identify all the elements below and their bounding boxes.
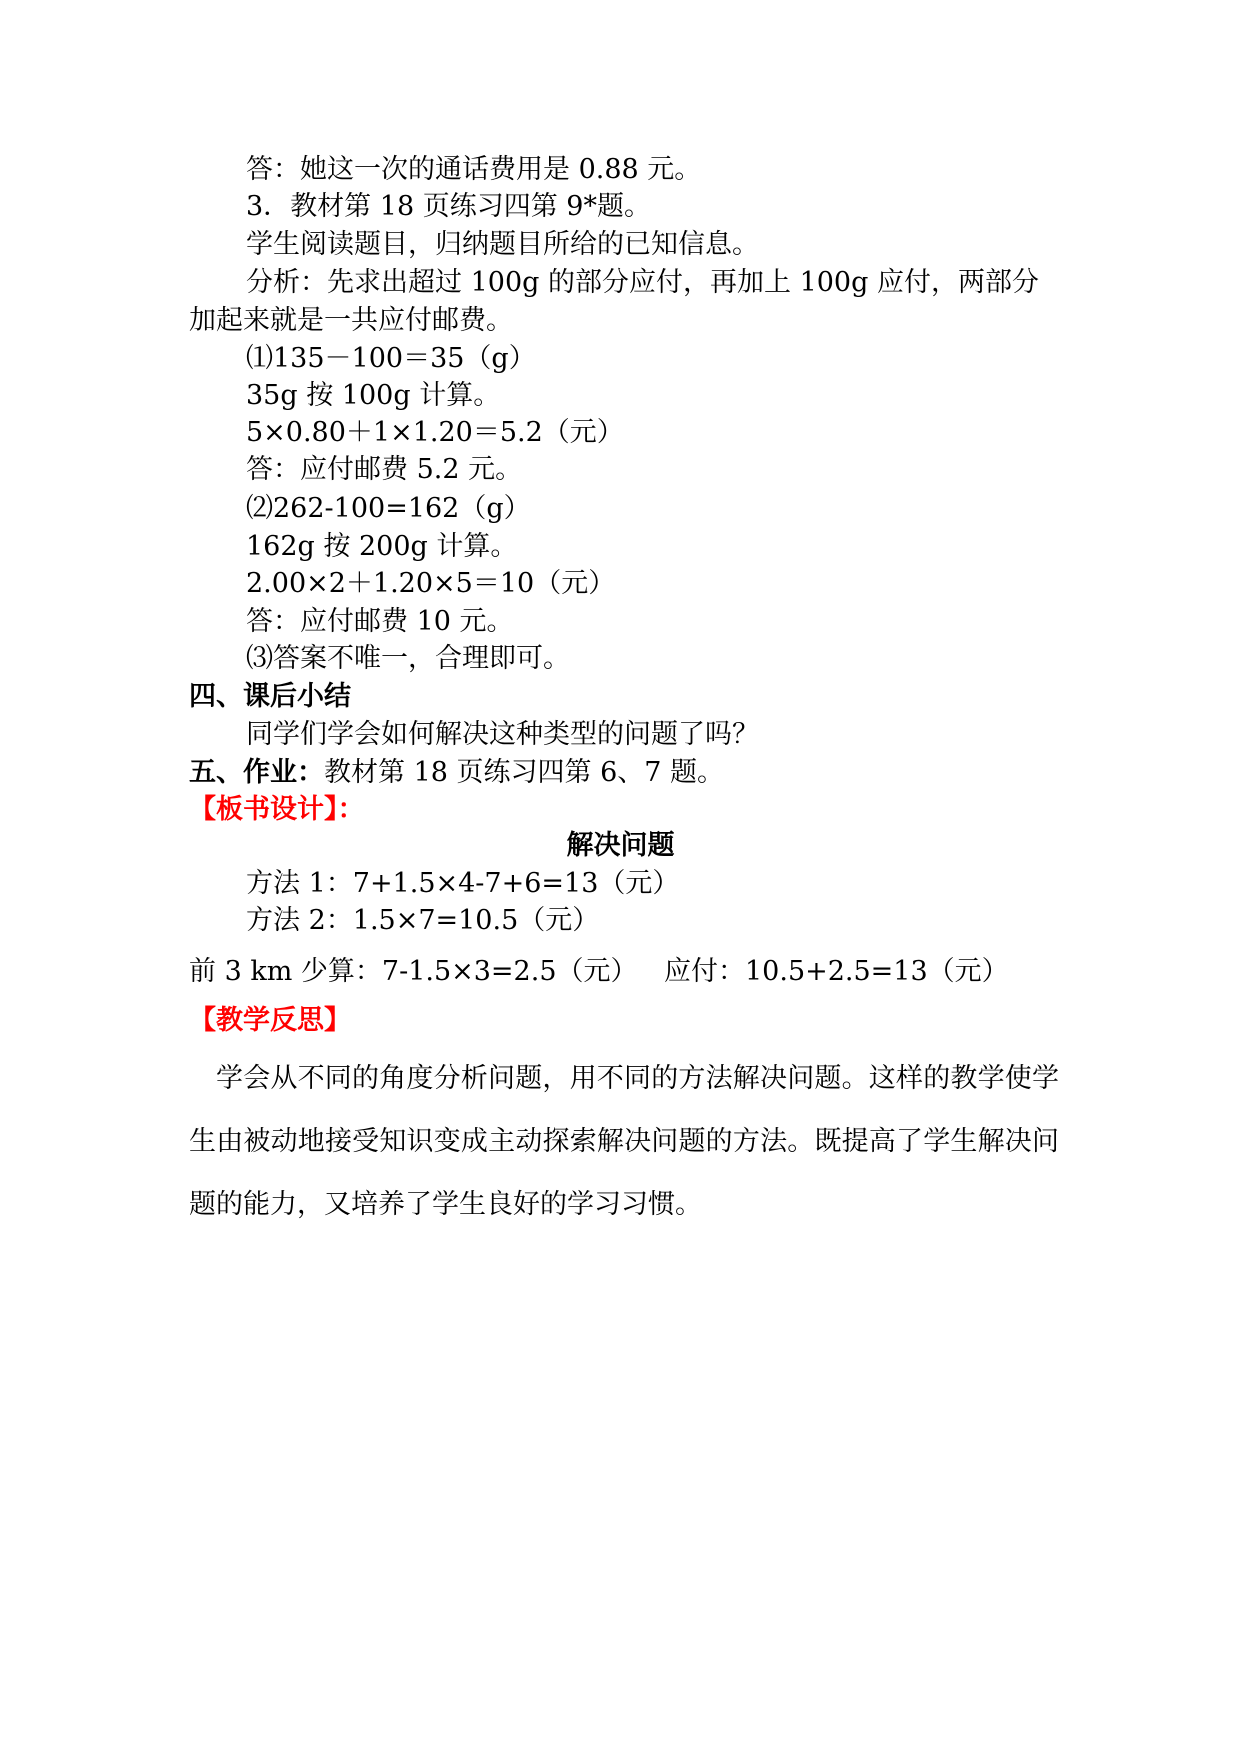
answer-2: 答：应付邮费 10 元。	[246, 606, 514, 637]
reflection-text: 学会从不同的角度分析问题，用不同的方法解决问题。这样的教学使学生由被动地接受知识变成主动探索解决问题的方法。既提高了学生解决问题的能力，又培养了学生良好的学习习惯。	[189, 1063, 1059, 1220]
section-5	[189, 755, 724, 791]
calc-2-note: 162g 按 200g 计算。	[246, 531, 518, 562]
calc-1-note: 35g 按 100g 计算。	[246, 380, 501, 411]
calc-2-fee: 2.00×2＋1.20×5＝10（元）	[246, 568, 616, 599]
calc-2: ⑵262-100=162（g）	[246, 493, 531, 524]
answer-call-fee: 答：她这一次的通话费用是 0.88 元。	[246, 154, 702, 185]
answer-3: ⑶答案不唯一，合理即可。	[246, 643, 570, 674]
section-5-heading: 五、作业：	[189, 757, 324, 788]
analysis-text-cont: 加起来就是一共应付邮费。	[189, 305, 513, 336]
board-method-2: 方法 2：1.5×7=10.5（元）	[246, 905, 600, 936]
board-note-left: 前 3 km 少算：7-1.5×3=2.5（元）	[189, 956, 638, 987]
section-4-text: 同学们学会如何解决这种类型的问题了吗？	[246, 719, 759, 750]
section-4-heading: 四、课后小结	[189, 681, 351, 712]
board-method-1: 方法 1：7+1.5×4-7+6=13（元）	[246, 868, 680, 899]
section-5-text: 教材第 18 页练习四第 6、7 题。	[324, 757, 725, 788]
board-note-right: 应付：10.5+2.5=13（元）	[664, 956, 1009, 987]
calc-1: ⑴135－100＝35（g）	[246, 343, 536, 374]
calc-1-fee: 5×0.80＋1×1.20＝5.2（元）	[246, 417, 624, 448]
analysis-text: 分析：先求出超过 100g 的部分应付，再加上 100g 应付，两部分	[246, 267, 1039, 298]
exercise-3-heading: 3．教材第 18 页练习四第 9*题。	[246, 191, 651, 222]
reflection-heading: 【教学反思】	[189, 1005, 351, 1036]
board-title: 解决问题	[566, 830, 675, 861]
student-reading-text: 学生阅读题目，归纳题目所给的已知信息。	[246, 229, 759, 260]
board-design-heading: 【板书设计】：	[189, 794, 365, 825]
answer-1: 答：应付邮费 5.2 元。	[246, 454, 523, 485]
